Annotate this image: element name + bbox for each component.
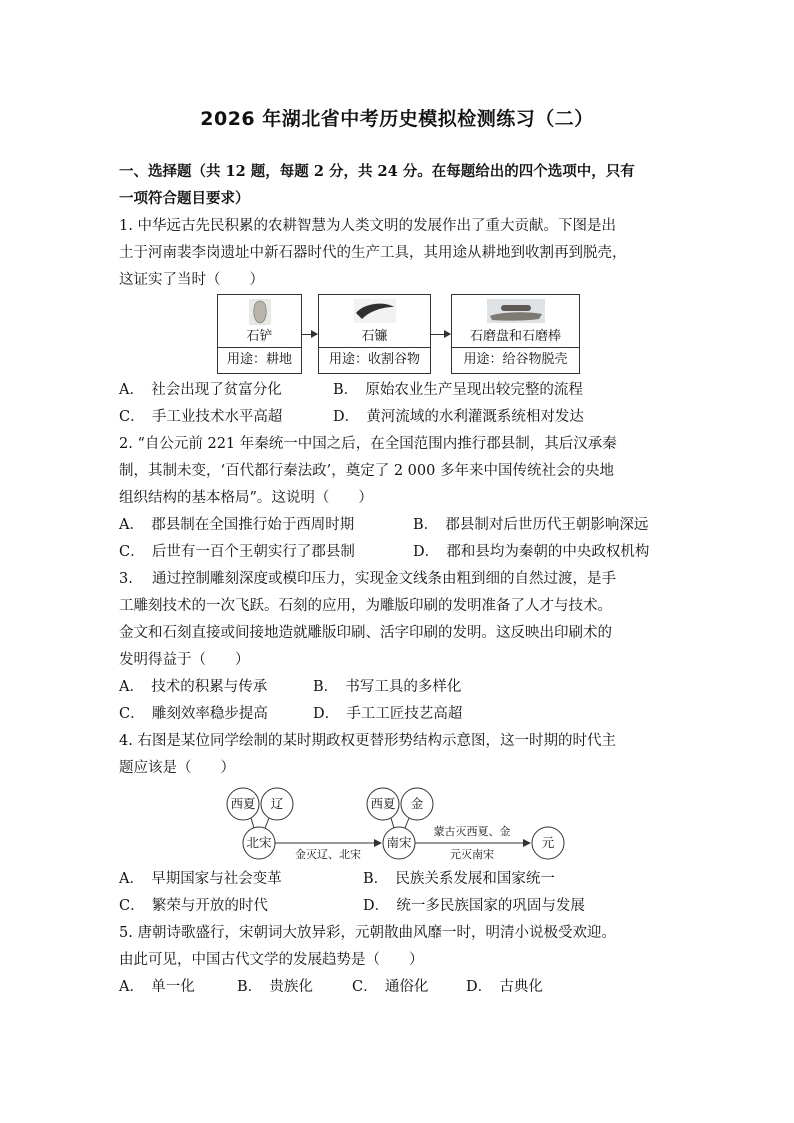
- tool-box-sickle: [318, 294, 431, 374]
- node-label: 元: [541, 835, 555, 850]
- flow-arrow: [430, 334, 450, 335]
- q5-option-b[interactable]: B． 贵族化: [237, 979, 313, 995]
- tool-name: 石镰: [361, 329, 388, 344]
- q3-option-a[interactable]: A． 技术的积累与传承: [119, 679, 268, 695]
- flow-arrow: [301, 334, 317, 335]
- regime-change-diagram: [210, 782, 580, 866]
- edge-label: 蒙古灭西夏、金: [433, 825, 511, 838]
- q2-option-a[interactable]: A． 郡县制在全国推行始于西周时期: [119, 517, 355, 533]
- q4-stem-line1: 4. 右图是某位同学绘制的某时期政权更替形势结构示意图，这一时期的时代主: [119, 733, 616, 749]
- q2-stem-line3: 组织结构的基本格局”。这说明（ ）: [119, 490, 373, 506]
- stone-sickle-icon: [354, 299, 396, 327]
- q1-stem-line2: 土于河南裴李岗遗址中新石器时代的生产工具，其用途从耕地到收割再到脱壳，: [119, 245, 627, 261]
- q1-option-a[interactable]: A． 社会出现了贫富分化: [119, 382, 282, 398]
- q2-option-c[interactable]: C． 后世有一百个王朝实行了郡县制: [119, 544, 355, 560]
- q4-option-d[interactable]: D． 统一多民族国家的巩固与发展: [363, 898, 585, 914]
- q2-stem-line2: 制，其制未变，‘百代都行秦法政’，奠定了 2 000 多年来中国传统社会的央地: [119, 463, 614, 479]
- q3-option-c[interactable]: C． 雕刻效率稳步提高: [119, 706, 268, 722]
- q2-stem-line1: 2. “自公元前 221 年秦统一中国之后，在全国范围内推行郡县制，其后汉承秦: [119, 436, 617, 452]
- tool-use: 用途：耕地: [218, 347, 301, 372]
- q1-stem-line3: 这证实了当时（ ）: [119, 272, 264, 288]
- q5-option-a[interactable]: A． 单一化: [119, 979, 195, 995]
- node-label: 西夏: [230, 796, 256, 811]
- section-heading-line2: 一项符合题目要求）: [119, 190, 250, 207]
- tool-name: 石磨盘和石磨棒: [469, 329, 561, 344]
- q3-option-d[interactable]: D． 手工工匠技艺高超: [313, 706, 463, 722]
- tool-use: 用途：收割谷物: [319, 347, 430, 372]
- q3-option-b[interactable]: B． 书写工具的多样化: [313, 679, 462, 695]
- node-label: 辽: [270, 796, 284, 811]
- link-line: [251, 818, 254, 828]
- q5-stem-line1: 5. 唐朝诗歌盛行，宋朝词大放异彩，元朝散曲风靡一时，明清小说极受欢迎。: [119, 925, 616, 941]
- q2-option-d[interactable]: D． 郡和县均为秦朝的中央政权机构: [413, 544, 650, 560]
- q4-option-a[interactable]: A． 早期国家与社会变革: [119, 871, 282, 887]
- q2-option-b[interactable]: B． 郡县制对后世历代王朝影响深远: [413, 517, 649, 533]
- q5-stem-line2: 由此可见，中国古代文学的发展趋势是（ ）: [119, 952, 424, 968]
- q3-stem-line2: 工雕刻技术的一次飞跃。石刻的应用，为雕版印刷的发明准备了人才与技术。: [119, 598, 612, 614]
- q5-option-c[interactable]: C． 通俗化: [352, 979, 429, 995]
- exam-title: 2026 年湖北省中考历史模拟检测练习（二）: [200, 108, 594, 130]
- edge-label: 金灭辽、北宋: [295, 848, 361, 861]
- node-label: 金: [410, 796, 424, 811]
- q4-stem-line2: 题应该是（ ）: [119, 760, 235, 776]
- tool-box-shovel: [217, 294, 302, 374]
- tool-name: 石铲: [246, 329, 273, 344]
- node-label: 南宋: [386, 835, 412, 850]
- q1-option-b[interactable]: B． 原始农业生产呈现出较完整的流程: [333, 382, 583, 398]
- q3-stem-line3: 金文和石刻直接或间接地造就雕版印刷、活字印刷的发明。这反映出印刷术的: [119, 625, 612, 641]
- node-label: 北宋: [246, 835, 272, 850]
- q4-option-c[interactable]: C． 繁荣与开放的时代: [119, 898, 268, 914]
- q1-option-d[interactable]: D． 黄河流域的水利灌溉系统相对发达: [333, 409, 584, 425]
- q1-stem-line1: 1. 中华远古先民积累的农耕智慧为人类文明的发展作出了重大贡献。下图是出: [119, 218, 616, 234]
- node-label: 西夏: [370, 796, 396, 811]
- edge-label: 元灭南宋: [450, 848, 494, 861]
- q5-option-d[interactable]: D． 古典化: [466, 979, 543, 995]
- q3-stem-line4: 发明得益于（ ）: [119, 652, 250, 668]
- grinding-stone-icon: [487, 299, 545, 327]
- q4-option-b[interactable]: B． 民族关系发展和国家统一: [363, 871, 555, 887]
- link-line: [391, 818, 394, 828]
- tool-box-grinding: [451, 294, 580, 374]
- tool-use: 用途：给谷物脱壳: [452, 347, 579, 372]
- link-line: [265, 818, 269, 828]
- section-heading-line1: 一、选择题（共 12 题，每题 2 分，共 24 分。在每题给出的四个选项中，只有: [119, 163, 635, 180]
- q3-stem-line1: 3. 通过控制雕刻深度或模印压力，实现金文线条由粗到细的自然过渡，是手: [119, 571, 616, 587]
- q1-option-c[interactable]: C． 手工业技术水平高超: [119, 409, 283, 425]
- link-line: [405, 818, 409, 828]
